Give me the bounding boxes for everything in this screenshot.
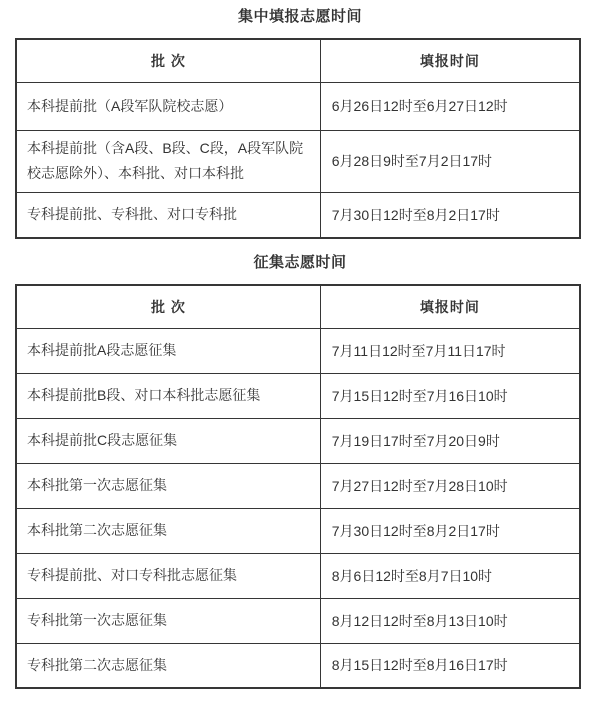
time-cell: 7月30日12时至8月2日17时 <box>320 192 580 238</box>
table-row <box>16 553 580 598</box>
table-row <box>16 328 580 373</box>
time-cell: 6月28日9时至7月2日17时 <box>320 130 580 192</box>
table-row <box>16 192 580 238</box>
time-cell: 8月12日12时至8月13日10时 <box>320 598 580 643</box>
table-header-row <box>16 39 580 82</box>
time-column-header: 填报时间 <box>320 285 580 328</box>
batch-column-header: 批 次 <box>16 39 320 82</box>
table-row <box>16 373 580 418</box>
time-cell: 8月6日12时至8月7日10时 <box>320 553 580 598</box>
batch-cell: 本科提前批（含A段、B段、C段，A段军队院校志愿除外）、本科批、对口本科批 <box>16 130 320 192</box>
batch-cell: 本科批第一次志愿征集 <box>16 463 320 508</box>
batch-cell: 本科提前批A段志愿征集 <box>16 328 320 373</box>
collected-times-title: 征集志愿时间 <box>253 254 347 271</box>
table-row <box>16 418 580 463</box>
time-cell: 7月15日12时至7月16日10时 <box>320 373 580 418</box>
time-column-header: 填报时间 <box>320 39 580 82</box>
time-cell: 8月15日12时至8月16日17时 <box>320 643 580 688</box>
table-row <box>16 82 580 130</box>
centralized-times-table <box>15 38 581 239</box>
section-centralized-times <box>0 8 600 239</box>
collected-times-table <box>15 284 581 689</box>
batch-cell: 专科提前批、对口专科批志愿征集 <box>16 553 320 598</box>
time-cell: 7月11日12时至7月11日17时 <box>320 328 580 373</box>
batch-cell: 本科批第二次志愿征集 <box>16 508 320 553</box>
batch-cell: 专科提前批、专科批、对口专科批 <box>16 192 320 238</box>
batch-cell: 专科批第一次志愿征集 <box>16 598 320 643</box>
time-cell: 7月19日17时至7月20日9时 <box>320 418 580 463</box>
batch-cell: 专科批第二次志愿征集 <box>16 643 320 688</box>
time-cell: 7月27日12时至7月28日10时 <box>320 463 580 508</box>
section-collected-times <box>0 254 600 689</box>
table-row <box>16 598 580 643</box>
table-row <box>16 508 580 553</box>
time-cell: 6月26日12时至6月27日12时 <box>320 82 580 130</box>
batch-column-header: 批 次 <box>16 285 320 328</box>
time-cell: 7月30日12时至8月2日17时 <box>320 508 580 553</box>
batch-cell: 本科提前批C段志愿征集 <box>16 418 320 463</box>
table-row <box>16 463 580 508</box>
table-row <box>16 643 580 688</box>
table-row <box>16 130 580 192</box>
table-header-row <box>16 285 580 328</box>
batch-cell: 本科提前批B段、对口本科批志愿征集 <box>16 373 320 418</box>
centralized-times-title: 集中填报志愿时间 <box>237 8 362 25</box>
batch-cell: 本科提前批（A段军队院校志愿） <box>16 82 320 130</box>
